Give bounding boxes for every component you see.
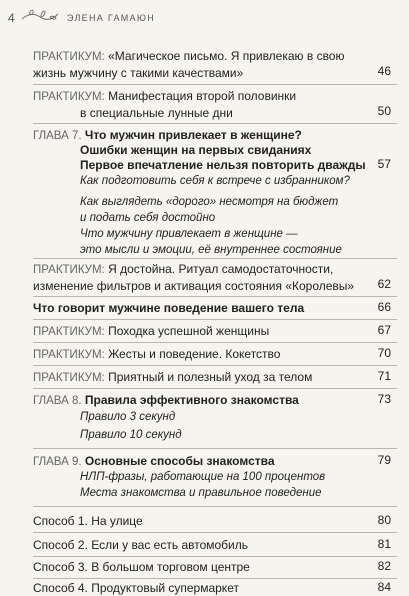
section-item: Правило 10 секунд bbox=[80, 429, 182, 441]
chapter-title: Что мужчин привлекает в женщине? bbox=[84, 128, 302, 142]
toc-title: Жесты и поведение. Кокетство bbox=[108, 347, 281, 361]
divider bbox=[33, 388, 397, 389]
toc-page: 81 bbox=[377, 537, 391, 551]
divider bbox=[33, 578, 397, 579]
divider bbox=[33, 365, 397, 366]
chapter-entry bbox=[33, 453, 357, 470]
section-item: Как выглядеть «дорого» несмотря на бюджет и подать себя достойно bbox=[80, 196, 339, 224]
toc-page: 71 bbox=[377, 369, 391, 383]
divider bbox=[33, 296, 397, 297]
toc-title: Способ 3. В большом торговом центре bbox=[33, 560, 250, 574]
divider bbox=[33, 84, 397, 85]
toc-page: 66 bbox=[377, 300, 391, 314]
toc-entry bbox=[33, 88, 357, 121]
toc-page: 50 bbox=[377, 104, 391, 118]
toc-page: 70 bbox=[377, 346, 391, 360]
toc-page: 62 bbox=[377, 277, 391, 291]
chapter-entry bbox=[33, 392, 357, 409]
toc-label: ПРАКТИКУМ: bbox=[33, 51, 105, 63]
toc-title: Способ 1. На улице bbox=[33, 514, 143, 528]
divider bbox=[33, 342, 397, 343]
toc-page: 79 bbox=[377, 453, 391, 467]
toc-title: Что говорит мужчине поведение вашего тела bbox=[33, 301, 305, 315]
chapter-subtitle: Ошибки женщин на первых свиданиях bbox=[80, 143, 312, 157]
chapter-title: Основные способы знакомства bbox=[84, 454, 275, 468]
section-item: Места знакомства и правильное поведение bbox=[80, 487, 322, 499]
section-item: Как подготовить себя к встрече с избранником? bbox=[80, 175, 350, 187]
toc-title: Манифестация второй половинки bbox=[108, 89, 297, 103]
toc-page: 57 bbox=[377, 157, 391, 171]
leaf-ornament-icon bbox=[21, 9, 59, 23]
divider bbox=[33, 556, 397, 557]
toc-page: 82 bbox=[377, 559, 391, 573]
toc-entry bbox=[33, 369, 357, 386]
toc-title: Походка успешной женщины bbox=[108, 324, 270, 338]
divider bbox=[33, 506, 397, 507]
toc-entry bbox=[33, 261, 359, 294]
section-item: Правило 3 секунд bbox=[80, 411, 176, 423]
toc-label: ПРАКТИКУМ: bbox=[33, 326, 105, 338]
toc-page: 84 bbox=[377, 580, 391, 594]
chapter-subtitle: Первое впечатление нельзя повторить дважды bbox=[80, 158, 366, 172]
divider bbox=[33, 258, 397, 259]
toc-title: «Магическое письмо. Я привлекаю в свою bbox=[108, 49, 345, 63]
toc-title-cont: изменение фильтров и активация состояния «Королевы» bbox=[33, 279, 355, 293]
toc-title-cont: жизнь мужчину с такими качествами» bbox=[33, 66, 244, 80]
page-number: 4 bbox=[8, 11, 15, 25]
toc-label: ПРАКТИКУМ: bbox=[33, 372, 105, 384]
toc-title: Способ 4. Продуктовый супермаркет bbox=[33, 581, 239, 595]
author-name: ЭЛЕНА ГАМАЮН bbox=[67, 13, 156, 23]
toc-title-cont: в специальные лунные дни bbox=[80, 106, 233, 120]
chapter-label: ГЛАВА 7. bbox=[33, 130, 82, 142]
divider bbox=[33, 448, 397, 449]
toc-label: ПРАКТИКУМ: bbox=[33, 349, 105, 361]
chapter-label: ГЛАВА 8. bbox=[33, 395, 82, 407]
divider bbox=[33, 532, 397, 533]
toc-title: Я достойна. Ритуал самодостаточности, bbox=[108, 262, 334, 276]
toc-title: Способ 2. Если у вас есть автомобиль bbox=[33, 538, 249, 552]
toc-page: 46 bbox=[377, 64, 391, 78]
toc-page: 73 bbox=[377, 392, 391, 406]
chapter-title: Правила эффективного знакомства bbox=[84, 393, 299, 407]
section-item: Что мужчину привлекает в женщине — это мысли и эмоции, её внутреннее состояние bbox=[80, 228, 342, 256]
chapter-label: ГЛАВА 9. bbox=[33, 456, 82, 468]
toc-title: Приятный и полезный уход за телом bbox=[108, 370, 313, 384]
toc-label: ПРАКТИКУМ: bbox=[33, 264, 105, 276]
toc-entry bbox=[33, 346, 357, 363]
toc-entry bbox=[33, 48, 357, 81]
toc-page: 80 bbox=[377, 513, 391, 527]
divider bbox=[33, 123, 397, 124]
toc-entry bbox=[33, 323, 357, 340]
toc-label: ПРАКТИКУМ: bbox=[33, 91, 105, 103]
divider bbox=[33, 319, 397, 320]
toc-page: 67 bbox=[377, 323, 391, 337]
section-item: НЛП-фразы, работающие на 100 процентов bbox=[80, 471, 326, 483]
